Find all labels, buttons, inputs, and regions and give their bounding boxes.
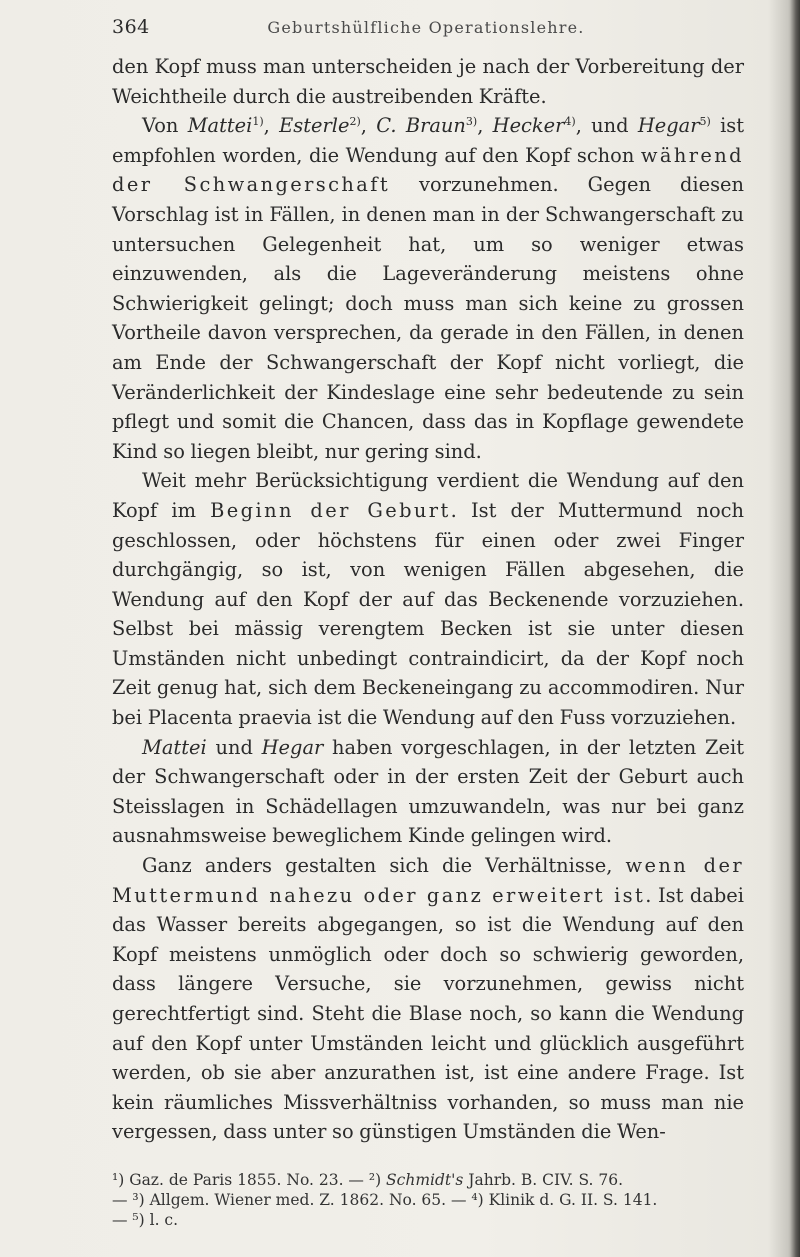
- author-name: Esterle: [279, 114, 350, 138]
- author-name: Hegar: [261, 735, 324, 759]
- text-run: ist empfohlen worden, die Wendung auf den Kopf schon: [112, 114, 745, 167]
- running-title: Geburtshülfliche Operationslehre.: [267, 18, 585, 37]
- text-run: ,: [263, 114, 280, 138]
- emphasized-text: wenn der Muttermund nahezu oder ganz erweitert ist: [112, 854, 745, 907]
- text-run: haben vorgeschlagen, in der letzten Zeit der Schwangerschaft oder in der ersten Zeit der Geburt auch Steisslagen in Schädellagen umzuwandeln, was nur bei ganz ausnahmsweise beweglichem Kinde gelingen wird.: [112, 735, 744, 848]
- footnote-line-2: — ³) Allgem. Wiener med. Z. 1862. No. 65. — ⁴) Klinik d. G. II. S. 141.: [112, 1191, 658, 1209]
- text-run: . Ist dabei das Wasser bereits abgegangen, so ist die Wendung auf den Kopf meistens unmöglich oder doch so schwierig geworden, dass längere Versuche, sie vorzunehmen, gewiss nicht gerechtfertigt sind. Steht die Blase noch, so kann die Wendung auf den Kopf unter Umständen leicht und glücklich ausgeführt werden, ob sie aber anzurathen ist, ist eine andere Frage. Ist kein räumliches Missverhältniss vorhanden, so muss man nie vergessen, dass unter so günstigen Umständen die Wen-: [112, 883, 744, 1144]
- footnote-ref: 2): [349, 115, 361, 129]
- author-name: Hecker: [492, 114, 565, 138]
- text-run: Von: [142, 114, 188, 138]
- author-name: Mattei: [142, 735, 207, 759]
- page-edge-shadow: [790, 0, 800, 1257]
- footnotes: [112, 1170, 744, 1230]
- footnote-ref: 4): [564, 115, 576, 129]
- text-run: Ganz anders gestalten sich die Verhältnisse,: [142, 854, 626, 878]
- emphasized-text: während der Schwangerschaft: [112, 143, 744, 197]
- paragraph-5: [112, 851, 744, 1147]
- author-name: Hegar: [637, 114, 700, 138]
- author-name: Mattei: [187, 114, 253, 138]
- paragraph-2: [112, 111, 744, 466]
- page-number: 364: [112, 16, 150, 38]
- text-run: , und: [575, 114, 638, 138]
- page-header: [112, 16, 740, 42]
- text-run: ,: [360, 114, 377, 138]
- footnote-line-1: [112, 1170, 744, 1190]
- footnote-line-3: — ⁵) l. c.: [112, 1211, 179, 1229]
- text-run: ¹) Gaz. de Paris 1855. No. 23. — ²): [112, 1171, 387, 1189]
- text-run: . Ist der Muttermund noch geschlossen, oder höchstens für einen oder zwei Finger durchgängig, so ist, von wenigen Fällen abgesehen, die Wendung auf den Kopf der auf das Beckenende vorzuziehen. Selbst bei mässig verengtem Becken ist sie unter diesen Umständen nicht unbedingt contraindicirt, da der Kopf noch Zeit genug hat, sich dem Beckeneingang zu accommodiren. Nur bei Placenta praevia ist die Wendung auf den Fuss vorzuziehen.: [112, 498, 744, 730]
- body-text: [112, 52, 744, 1147]
- text-run: ,: [477, 114, 493, 138]
- text-run: Weit mehr Berücksichtigung verdient die Wendung auf den Kopf im: [112, 469, 744, 522]
- footnote-ref: 3): [465, 115, 478, 129]
- paragraph-3: [112, 466, 744, 732]
- paragraph-4: [112, 733, 744, 851]
- text-run: und: [206, 735, 262, 759]
- text-run: vorzunehmen. Gegen diesen Vorschlag ist in Fällen, in denen man in der Schwangerschaft zu untersuchen Gelegenheit hat, um so weniger etwas einzuwenden, als die Lageveränderung meistens ohne Schwierigkeit gelingt; doch muss man sich keine zu grossen Vortheile davon versprechen, da gerade in den Fällen, in denen am Ende der Schwangerschaft der Kopf nicht vorliegt, die Veränderlichkeit der Kindeslage eine sehr bedeutende zu sein pflegt und somit die Chancen, dass das in Kopflage gewendete Kind so liegen bleibt, nur gering sind.: [112, 173, 745, 463]
- footnote-ref: 5): [699, 115, 711, 129]
- author-name: C. Braun: [376, 114, 466, 138]
- text-run: Jahrb. B. CIV. S. 76.: [463, 1171, 624, 1189]
- author-name: Schmidt's: [386, 1171, 464, 1189]
- emphasized-text: Beginn der Geburt: [210, 498, 451, 522]
- footnote-ref: 1): [252, 115, 264, 129]
- paragraph-1: den Kopf muss man unterscheiden je nach der Vorbereitung der Weichtheile durch die austreibenden Kräfte.: [112, 55, 744, 108]
